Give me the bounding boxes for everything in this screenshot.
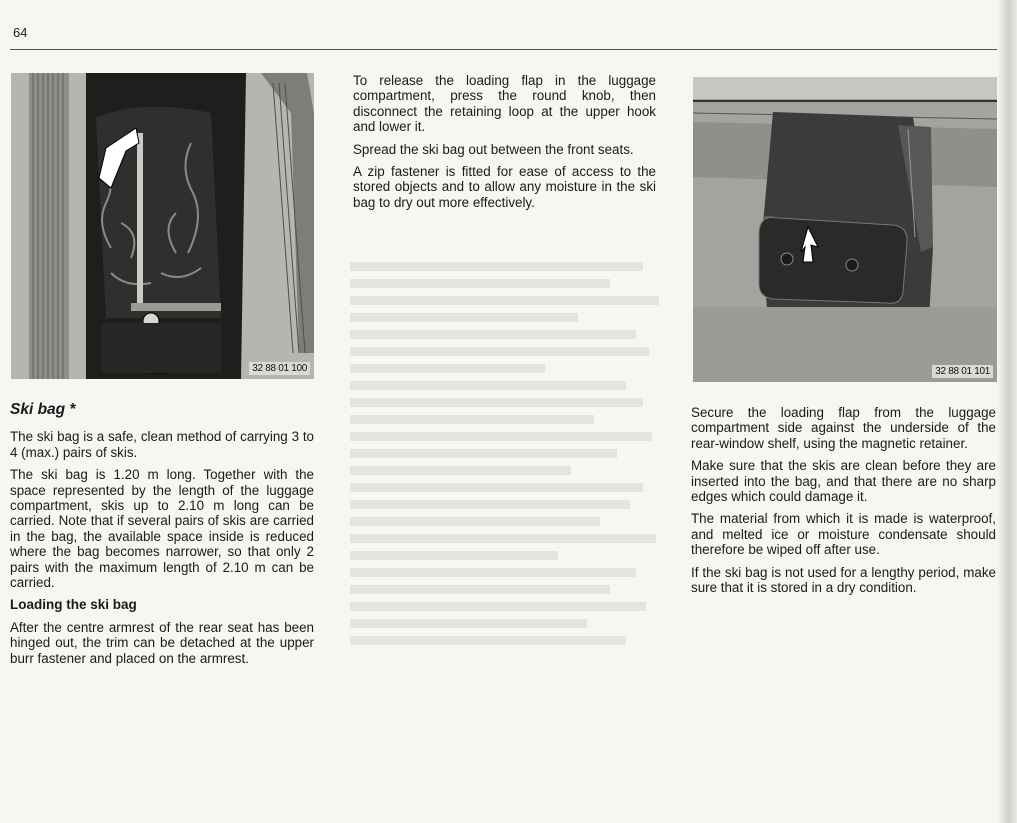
section-title: Ski bag * [10,401,76,418]
armrest-photo-illustration [11,73,314,379]
bleed-through-text [350,262,675,692]
figure-code-left: 32 88 01 100 [249,362,310,375]
photo-armrest-opening [11,73,314,379]
paragraph: After the centre armrest of the rear seat has been hinged out, the trim can be detached at the upper burr fastener and placed on the armrest. [10,619,314,666]
left-text-column [10,402,314,673]
paragraph: To release the loading flap in the luggage compartment, press the round knob, then disconnect the retaining loop at the upper hook and lower it. [353,73,656,135]
paragraph: A zip fastener is fitted for ease of access to the stored objects and to allow any moisture in the ski bag to dry out more effectively. [353,164,656,210]
paragraph: The ski bag is a safe, clean method of carrying 3 to 4 (max.) pairs of skis. [10,429,314,460]
paragraph: Make sure that the skis are clean before they are inserted into the bag, and that there are no sharp edges which could damage it. [691,458,996,505]
figure-code-right: 32 88 01 101 [932,365,993,378]
page-number: 64 [13,25,28,40]
page-edge-shadow [997,0,1017,823]
subheading: Loading the ski bag [10,597,137,613]
paragraph: Spread the ski bag out between the front seats. [353,141,634,157]
loading-flap-photo-illustration [693,77,997,382]
paragraph: The ski bag is 1.20 m long. Together with the space represented by the length of the luggage compartment, skis up to 2.10 m long can be carried. Note that if several pairs of skis are carried in the bag, the available space inside is reduced where the bag becomes narrower, so that only 2 pairs with the maximum length of 2.10 m can be carried. [10,467,314,591]
paragraph: The material from which it is made is waterproof, and melted ice or moisture condensate should therefore be wiped off after use. [691,511,996,558]
paragraph: If the ski bag is not used for a lengthy period, make sure that it is stored in a dry condition. [691,564,996,596]
right-text-column [691,405,996,602]
photo-loading-flap [693,77,997,382]
middle-text-column [353,73,656,217]
paragraph: Secure the loading flap from the luggage compartment side against the underside of the rear-window shelf, using the magnetic retainer. [691,405,996,451]
header-rule [10,49,997,50]
